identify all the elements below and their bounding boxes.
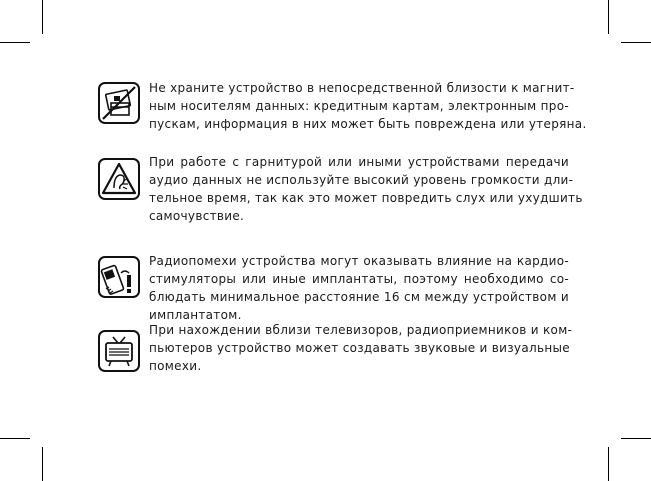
hearing-warning-icon bbox=[97, 157, 141, 201]
warning-hearing bbox=[97, 153, 583, 227]
warning-text: Радиопомехи устройства могут оказывать влияние на кардио- стимуляторы или иные имплантаты, поэтому необходимо со- блюдать минимальное расстояние 16 см между устройством и имплантатом. bbox=[149, 254, 569, 322]
warning-pacemaker bbox=[97, 252, 571, 326]
crop-mark bbox=[608, 447, 609, 481]
magnetic-storage-warning-icon bbox=[97, 81, 141, 125]
crop-mark bbox=[42, 0, 43, 34]
crop-mark bbox=[42, 447, 43, 481]
tv-interference-icon bbox=[97, 329, 141, 373]
warning-text: При работе с гарнитурой или иными устройствами передачи аудио данных не используйте высокий уровень громкости дли- тельное время, так как это может повредить слух или ухудшить самочувствие. bbox=[149, 155, 583, 223]
warning-tv bbox=[97, 321, 571, 377]
crop-mark bbox=[608, 0, 609, 34]
crop-mark bbox=[0, 438, 30, 439]
pacemaker-interference-icon bbox=[97, 255, 141, 299]
warning-text: При нахождении вблизи телевизоров, радиоприемников и ком- пьютеров устройство может создавать звуковые и визуальные помехи. bbox=[149, 323, 573, 373]
warning-magnetic bbox=[97, 79, 587, 135]
crop-mark bbox=[621, 438, 651, 439]
crop-mark bbox=[0, 42, 30, 43]
warning-text: Не храните устройство в непосредственной близости к магнит- ным носителям данных: кредитным картам, электронным про- пускам, информация в них может быть повреждена или утеряна. bbox=[149, 81, 587, 131]
crop-mark bbox=[621, 42, 651, 43]
